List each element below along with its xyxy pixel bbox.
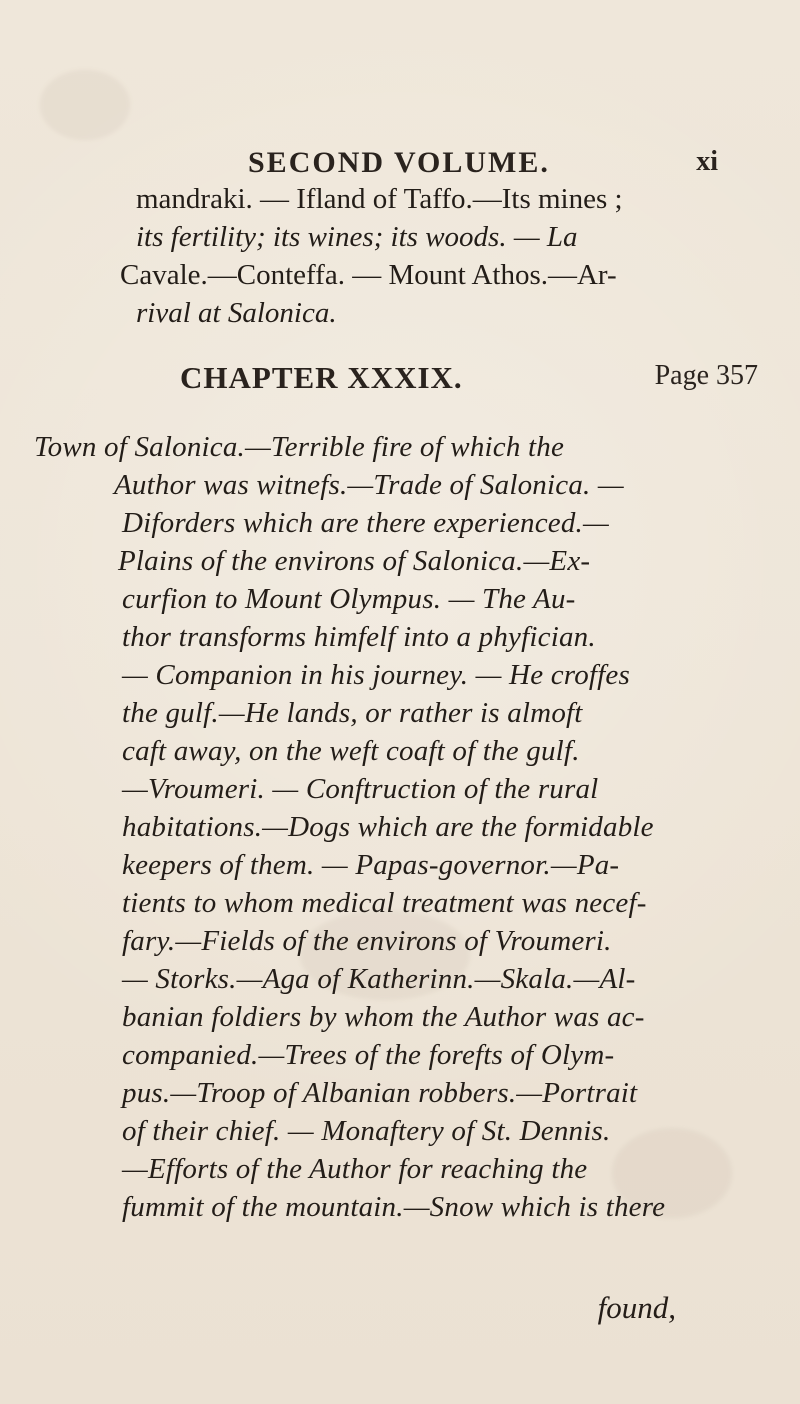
contents-line: habitations.—Dogs which are the formidable — [122, 811, 654, 843]
contents-line: fary.—Fields of the environs of Vroumeri. — [122, 925, 612, 957]
contents-line: companied.—Trees of the forefts of Olym- — [122, 1039, 615, 1071]
contents-line: banian foldiers by whom the Author was ac- — [122, 1001, 645, 1033]
summary-line: Cavale.—Conteffa. — Mount Athos.—Ar- — [120, 259, 617, 291]
contents-line: Author was witnefs.—Trade of Salonica. — — [114, 469, 624, 501]
contents-line: Plains of the environs of Salonica.—Ex- — [118, 545, 591, 577]
summary-line: its fertility; its wines; its woods. — La — [136, 221, 578, 253]
catchword: found, — [597, 1290, 676, 1325]
contents-line: tients to whom medical treatment was necef- — [122, 887, 647, 919]
contents-line: the gulf.—He lands, or rather is almoft — [122, 697, 583, 729]
contents-line: Diforders which are there experienced.— — [122, 507, 609, 539]
running-head: SECOND VOLUME. — [248, 146, 550, 179]
summary-line: rival at Salonica. — [136, 297, 337, 329]
summary-line: mandraki. — Ifland of Taffo.—Its mines ; — [136, 183, 623, 215]
chapter-title: CHAPTER XXXIX. — [180, 360, 463, 395]
chapter-heading — [0, 360, 800, 400]
contents-line: curfion to Mount Olympus. — The Au- — [122, 583, 576, 615]
contents-line: thor transforms himfelf into a phyfician. — [122, 621, 596, 653]
paper-stain — [40, 70, 130, 140]
page-number: xi — [696, 146, 718, 177]
contents-line: — Companion in his journey. — He croffes — [122, 659, 630, 691]
contents-line: fummit of the mountain.—Snow which is there — [122, 1191, 666, 1223]
contents-line: of their chief. — Monaftery of St. Dennis. — [122, 1115, 611, 1147]
contents-line: keepers of them. — Papas-governor.—Pa- — [122, 849, 620, 881]
contents-line: pus.—Troop of Albanian robbers.—Portrait — [122, 1077, 638, 1109]
contents-line: —Vroumeri. — Conftruction of the rural — [122, 773, 599, 805]
contents-line: —Efforts of the Author for reaching the — [122, 1153, 588, 1185]
contents-line: Town of Salonica.—Terrible fire of which the — [34, 431, 565, 463]
contents-line: — Storks.—Aga of Katherinn.—Skala.—Al- — [122, 963, 636, 995]
chapter-page-reference: Page 357 — [654, 360, 758, 391]
contents-line: caft away, on the weft coaft of the gulf. — [122, 735, 580, 767]
